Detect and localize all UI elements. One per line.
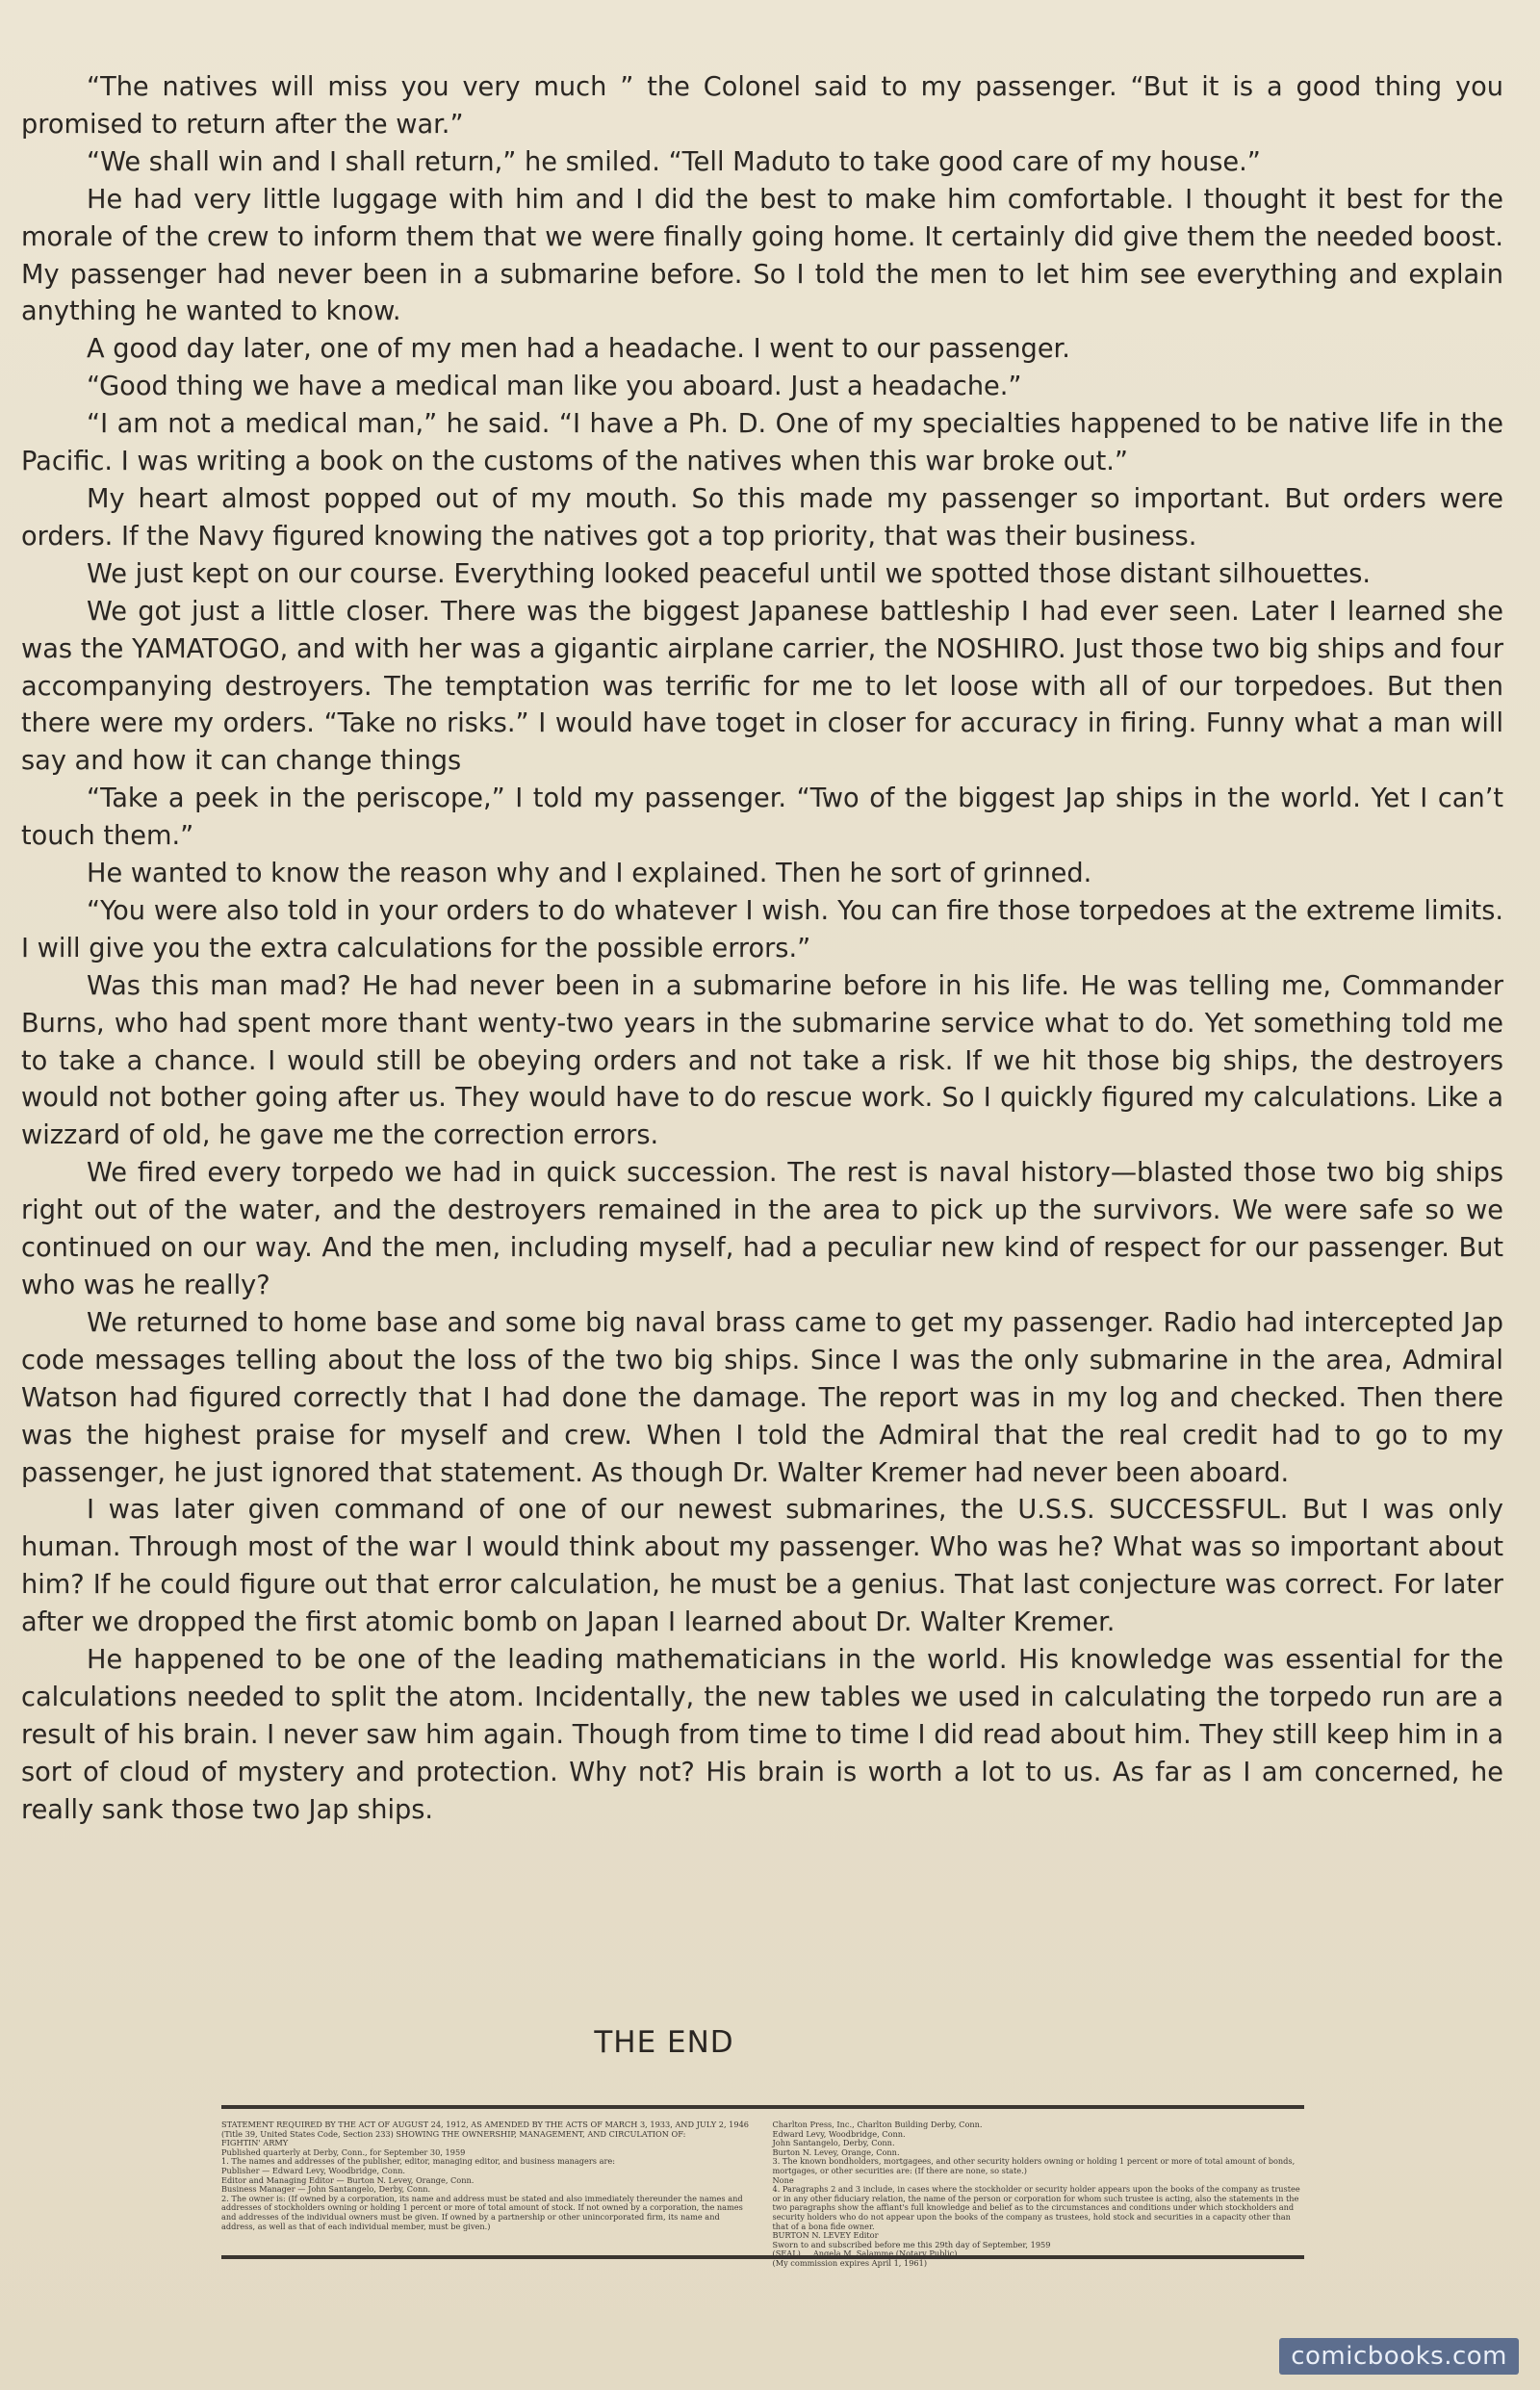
story-paragraph: My heart almost popped out of my mouth. So this made my passenger so important. But orders were orders. If the Navy figured knowing the natives got a top priority, that was their business. bbox=[21, 483, 1503, 552]
statement-line: Editor and Managing Editor — Burton N. Levey, Orange, Conn. bbox=[221, 2174, 475, 2185]
statement-line: (SEAL) Angela M. Salamme (Notary Public) bbox=[772, 2249, 958, 2259]
site-watermark: comicbooks.com bbox=[1279, 2338, 1519, 2375]
story-paragraph: Was this man mad? He had never been in a submarine before in his life. He was telling me, Commander Burns, who had spent more thant wenty-two years in the submarine service what to do. Yet something told me to take a chance. I would still be obeying orders and not take a risk. If we hit those big ships, the destroyers would not bother going after us. They would have to do rescue work. So I quickly figured my calculations. Like a wizzard of old, he gave me the correction errors. bbox=[21, 970, 1503, 1151]
story-paragraph: We got just a little closer. There was the biggest Japanese battleship I had ever seen. Later I learned she was the YAMATOGO, and with her was a gigantic airplane carrier, the NOSHIRO. Just those two big ships and four accompanying destroyers. The temptation was terrific for me to let loose with all of our torpedoes. But then there were my orders. “Take no risks.” I would have toget in closer for accuracy in firing. Funny what a man will say and how it can change things bbox=[21, 596, 1503, 777]
statement-line: John Santangelo, Derby, Conn. bbox=[772, 2138, 895, 2148]
story-paragraph: He happened to be one of the leading mathematicians in the world. His knowledge was essential for the calculations needed to split the atom. Incidentally, the new tables we used in calculating the torpedo run are a result of his brain. I never saw him again. Though from time to time I did read about him. They still keep him in a sort of cloud of mystery and protection. Why not? His brain is worth a lot to us. As far as I am concerned, he really sank those two Jap ships. bbox=[21, 1645, 1503, 1825]
statement-right-column bbox=[772, 2120, 1305, 2268]
story-paragraph: I was later given command of one of our newest submarines, the U.S.S. SUCCESSFUL. But I was only human. Through most of the war I would think about my passenger. Who was he? What was so important about him? If he could figure out that error calculation, he must be a genius. That last conjecture was correct. For later after we dropped the first atomic bomb on Japan I learned about Dr. Walter Kremer. bbox=[21, 1495, 1503, 1638]
statement-line: 2. The owner is: (If owned by a corporation, its name and address must be stated and also immediately thereunder the names and addresses of stockholders owning or holding 1 percent or more of total amount of stock. If not owned by a corporation, the names and addresses of the individual owners must be given. If owned by a partnership or other unincorporated firm, its name and address, as well as that of each individual member, must be given.) bbox=[221, 2193, 746, 2231]
statement-line: Published quarterly at Derby, Conn., for September 30, 1959 bbox=[221, 2146, 466, 2157]
statement-left-column bbox=[221, 2120, 754, 2248]
statement-line: Publisher — Edward Levy, Woodbridge, Conn. bbox=[221, 2165, 406, 2175]
statement-line: Sworn to and subscribed before me this 29th day of September, 1959 bbox=[772, 2239, 1051, 2249]
story-paragraph: We just kept on our course. Everything looked peaceful until we spotted those distant silhouettes. bbox=[87, 558, 1372, 589]
story-paragraph: “You were also told in your orders to do whatever I wish. You can fire those torpedoes at the extreme limits. I will give you the extra calculations for the possible errors.” bbox=[21, 895, 1503, 964]
ownership-statement bbox=[221, 2105, 1304, 2268]
story-paragraph: “Good thing we have a medical man like you aboard. Just a headache.” bbox=[87, 372, 1022, 402]
story-paragraph: “The natives will miss you very much ” the Colonel said to my passenger. “But it is a good thing you promised to return after the war.” bbox=[21, 72, 1503, 140]
story-paragraph: We fired every torpedo we had in quick succession. The rest is naval history—blasted those two big ships right out of the water, and the destroyers remained in the area to pick up the survivors. We were safe so we continued on our way. And the men, including myself, had a peculiar new kind of respect for our passenger. But who was he really? bbox=[21, 1158, 1503, 1300]
statement-line: None bbox=[772, 2174, 794, 2185]
statement-line: BURTON N. LEVEY Editor bbox=[772, 2230, 879, 2241]
story-text bbox=[21, 69, 1503, 1830]
statement-line: Burton N. Levey, Orange, Conn. bbox=[772, 2146, 900, 2157]
statement-line: 4. Paragraphs 2 and 3 include, in cases where the stockholder or security holder appears upon the books of the company as trustee or in any other fiduciary relation, the name of the person or corporation for whom such trustee is acting, also the statements in the two paragraphs show the affiant's full knowledge and belief as to the circumstances and conditions under which stockholders and security holders who do not appear upon the books of the company as trustees, hold stock and securities in a capacity other than that of a bona fide owner. bbox=[772, 2184, 1303, 2231]
statement-line: STATEMENT REQUIRED BY THE ACT OF AUGUST 24, 1912, AS AMENDED BY THE ACTS OF MARCH 3, 1933, AND JULY 2, 1946 (Title 39, United States Code, Section 233) SHOWING THE OWNERSHIP, MANAGEMENT, AND CIRCULATION OF: bbox=[221, 2120, 752, 2139]
statement-line: FIGHTIN' ARMY bbox=[221, 2138, 289, 2148]
statement-line: 3. The known bondholders, mortgagees, and other security holders owning or holding 1 percent or more of total amount of bonds, mortgages, or other securities are: (If there are none, so state.) bbox=[772, 2156, 1297, 2175]
statement-line: Business Manager — John Santangelo, Derby, Conn. bbox=[221, 2184, 431, 2195]
story-paragraph: We returned to home base and some big naval brass came to get my passenger. Radio had intercepted Jap code messages telling about the loss of the two big ships. Since I was the only submarine in the area, Admiral Watson had figured correctly that I had done the damage. The report was in my log and checked. Then there was the highest praise for myself and crew. When I told the Admiral that the real credit had to go to my passenger, he just ignored that statement. As though Dr. Walter Kremer had never been aboard. bbox=[21, 1307, 1503, 1488]
story-paragraph: “Take a peek in the periscope,” I told my passenger. “Two of the biggest Jap ships in the world. Yet I can’t touch them.” bbox=[21, 784, 1503, 852]
the-end-heading: THE END bbox=[594, 2025, 734, 2060]
statement-line: Edward Levy, Woodbridge, Conn. bbox=[772, 2128, 906, 2139]
story-paragraph: He wanted to know the reason why and I explained. Then he sort of grinned. bbox=[87, 859, 1092, 889]
story-paragraph: “I am not a medical man,” he said. “I have a Ph. D. One of my specialties happened to be native life in the Pacific. I was writing a book on the customs of the natives when this war broke out.” bbox=[21, 409, 1503, 477]
story-paragraph: “We shall win and I shall return,” he smiled. “Tell Maduto to take good care of my house.” bbox=[87, 146, 1261, 177]
statement-line: 1. The names and addresses of the publisher, editor, managing editor, and business managers are: bbox=[221, 2156, 615, 2167]
story-paragraph: He had very little luggage with him and I did the best to make him comfortable. I thought it best for the morale of the crew to inform them that we were finally going home. It certainly did give them the needed boost. My passenger had never been in a submarine before. So I told the men to let him see everything and explain anything he wanted to know. bbox=[21, 184, 1503, 327]
statement-line: Charlton Press, Inc., Charlton Building Derby, Conn. bbox=[772, 2120, 983, 2129]
story-paragraph: A good day later, one of my men had a headache. I went to our passenger. bbox=[87, 334, 1070, 365]
statement-line: (My commission expires April 1, 1961) bbox=[772, 2257, 928, 2268]
